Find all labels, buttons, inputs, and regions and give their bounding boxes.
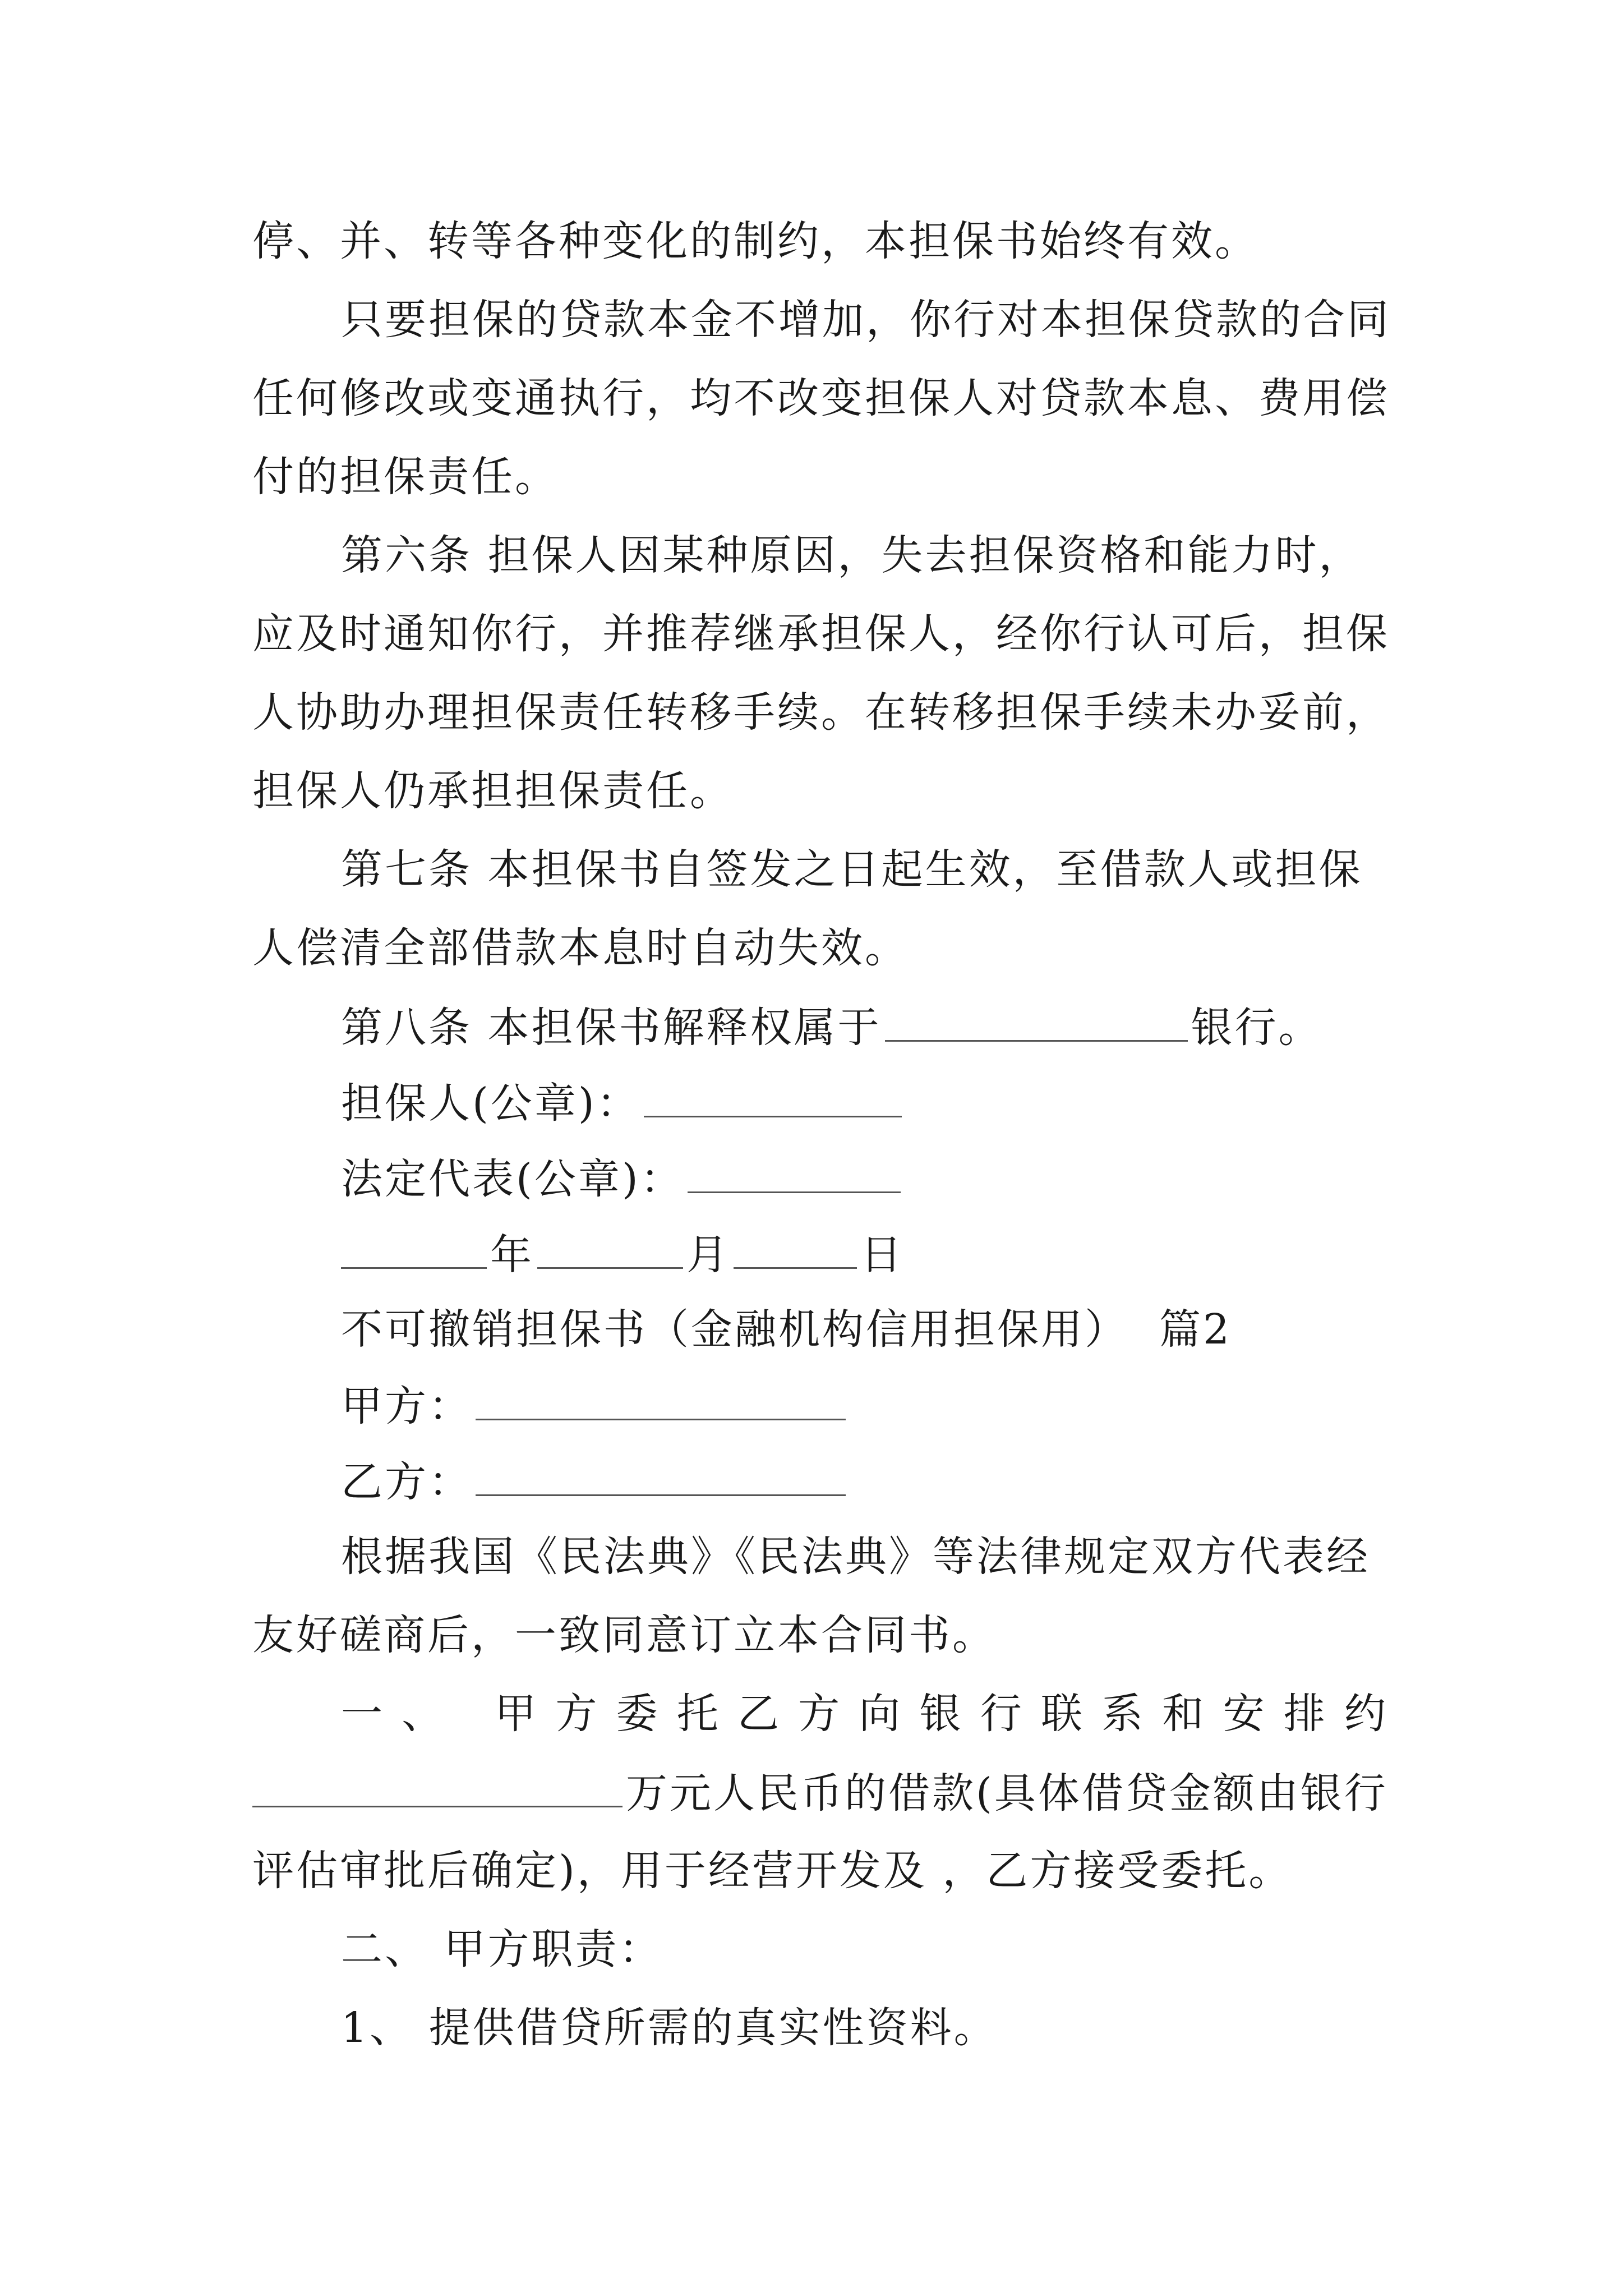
paragraph-line: 人协助办理担保责任转移手续。在转移担保手续未办妥前， [252,688,1390,737]
paragraph-line: 人偿清全部借款本息时自动失效。 [252,924,909,972]
clause-1-amount-text: 万元人民币的借款(具体借贷金额由银行 [626,1769,1388,1818]
article-6-line: 第六条 担保人因某种原因，失去担保资格和能力时， [341,531,1363,579]
bank-name-blank [885,999,1188,1042]
month-blank [537,1226,683,1269]
legal-rep-label: 法定代表(公章)： [341,1155,684,1203]
guarantor-signature-line [341,1074,905,1131]
year-blank [341,1226,487,1269]
clause-1-line: 评估审批后确定)，用于经营开发及 ，乙方接受委托。 [252,1847,1293,1895]
intro-line: 友好磋商后，一致同意订立本合同书。 [252,1611,996,1659]
party-b-line [341,1453,849,1510]
intro-line: 根据我国《民法典》《民法典》等法律规定双方代表经 [341,1533,1370,1581]
month-label: 月 [686,1231,730,1279]
paragraph-line: 停、并、转等各种变化的制约，本担保书始终有效。 [252,217,1258,265]
guarantor-label: 担保人(公章)： [341,1079,640,1128]
day-blank [734,1226,857,1269]
clause-2-item: 1、 提供借贷所需的真实性资料。 [341,2004,998,2052]
article-8-suffix: 银行。 [1191,1004,1322,1052]
paragraph-line: 付的担保责任。 [252,453,559,501]
loan-amount-blank [252,1764,623,1807]
legal-rep-blank [688,1150,901,1193]
year-label: 年 [490,1231,534,1279]
legal-rep-signature-line [341,1150,904,1207]
clause-1-line [252,1764,1388,1821]
paragraph-line: 担保人仍承担担保责任。 [252,767,734,815]
date-line [341,1226,904,1283]
clause-1-line: 一、 甲方委托乙方向银行联系和安排约 [341,1690,1388,1738]
article-8-line [341,999,1322,1056]
clause-2-title: 二、 甲方职责： [341,1925,663,1973]
paragraph-line: 任何修改或变通执行，均不改变担保人对贷款本息、费用偿 [252,374,1390,422]
party-a-line [341,1377,849,1434]
paragraph-line: 只要担保的贷款本金不增加，你行对本担保贷款的合同 [341,296,1391,344]
paragraph-line: 应及时通知你行，并推荐继承担保人，经你行认可后，担保 [252,610,1390,658]
party-b-blank [476,1453,846,1496]
article-8-prefix: 第八条 本担保书解释权属于 [341,1004,882,1052]
party-a-blank [476,1377,846,1420]
day-label: 日 [860,1231,904,1279]
party-b-label: 乙方： [341,1458,472,1506]
guarantor-blank [644,1074,902,1117]
article-7-line: 第七条 本担保书自签发之日起生效，至借款人或担保 [341,845,1363,894]
section-2-title: 不可撤销担保书（金融机构信用担保用） 篇2 [341,1305,1232,1354]
party-a-label: 甲方： [341,1382,472,1430]
